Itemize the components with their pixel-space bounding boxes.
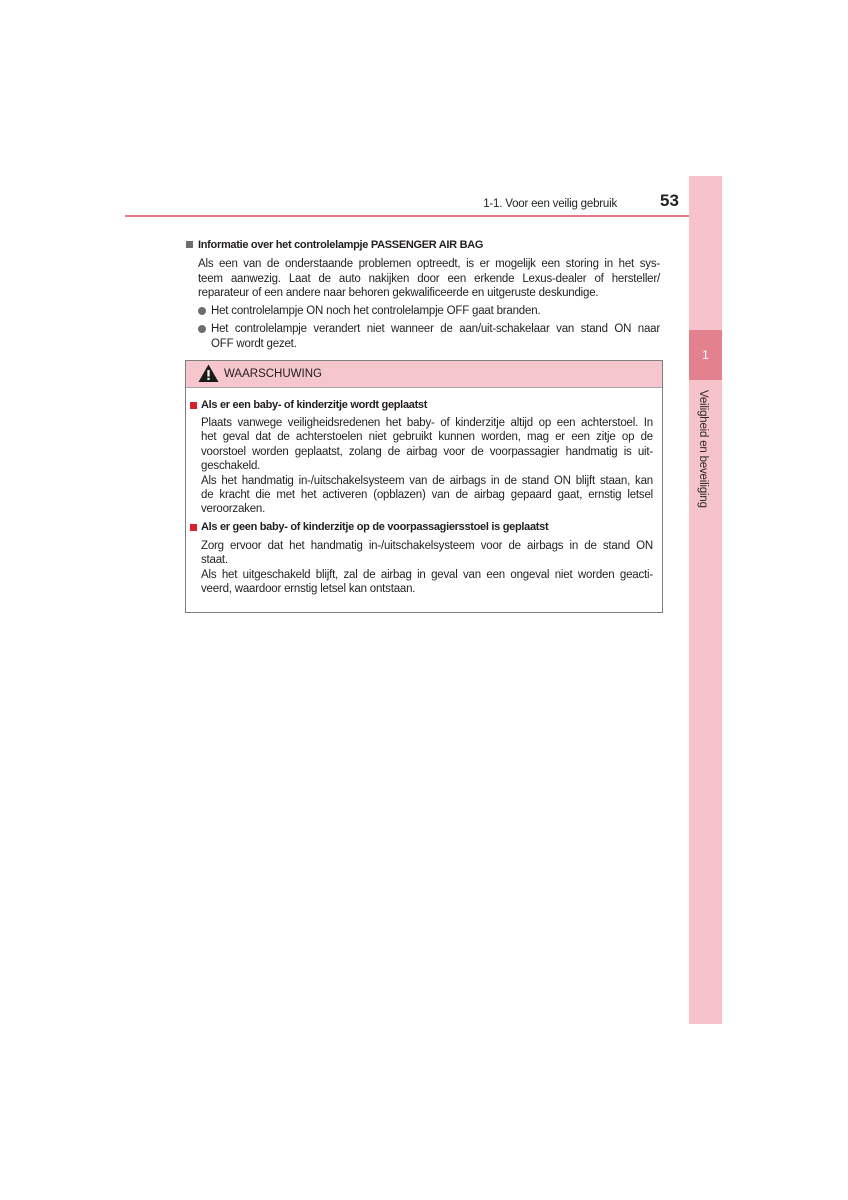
warning-text-line: het geval dat de achterstoelen niet gebruikt kunnen worden, mag er een zitje op de — [201, 431, 653, 444]
chapter-title: Veiligheid en beveiliging — [697, 390, 709, 508]
bullet-line: OFF wordt gezet. — [211, 337, 297, 350]
warning-text-line: Als het handmatig in-/uitschakelsysteem van de airbags in de stand ON blijft staan, kan — [201, 474, 653, 487]
section-title: 1-1. Voor een veilig gebruik — [483, 198, 617, 210]
warning-box — [185, 360, 663, 613]
bullet-line: Het controlelampje verandert niet wanneer de aan/uit-schakelaar van stand ON naar — [211, 323, 660, 335]
warning-text-line: Plaats vanwege veiligheidsredenen het baby- of kinderzitje altijd op een achterstoel. In — [201, 417, 653, 429]
paragraph-line: teem aanwezig. Laat de auto nakijken door een erkende Lexus-dealer of hersteller/ — [198, 272, 660, 285]
warning-text-line: voorstoel worden geplaatst, zolang de airbag voor de voorpassagier handmatig is uit- — [201, 445, 653, 458]
paragraph-line: Als een van de onderstaande problemen optreedt, is er mogelijk een storing in het sys- — [198, 258, 660, 270]
paragraph-line: reparateur of een andere naar behoren gekwalificeerde en uitgeruste deskundige. — [198, 287, 599, 299]
warning-item-text — [201, 416, 653, 517]
warning-item-heading: Als er een baby- of kinderzitje wordt geplaatst — [201, 399, 428, 411]
info-paragraph — [198, 257, 660, 301]
bullet-item — [211, 304, 660, 319]
circle-bullet-icon — [198, 325, 206, 333]
chapter-side-tab — [689, 176, 722, 1024]
header-rule — [125, 215, 722, 217]
warning-text-line: Zorg ervoor dat het handmatig in-/uitschakelsysteem voor de airbags in de stand ON — [201, 540, 653, 552]
chapter-number: 1 — [689, 330, 722, 380]
bullet-item — [211, 322, 660, 351]
warning-text-line: geschakeld. — [201, 460, 261, 473]
red-square-bullet-icon — [190, 402, 197, 409]
warning-text-line: Als het uitgeschakeld blijft, zal de airbag in geval van een ongeval niet worden geacti- — [201, 568, 653, 581]
red-square-bullet-icon — [190, 524, 197, 531]
bullet-line: Het controlelampje ON noch het controlelampje OFF gaat branden. — [211, 305, 541, 317]
warning-title: WAARSCHUWING — [224, 368, 322, 380]
warning-text-line: veroorzaken. — [201, 503, 266, 516]
info-heading: Informatie over het controlelampje PASSENGER AIR BAG — [198, 239, 484, 251]
warning-item-heading: Als er geen baby- of kinderzitje op de voorpassagiersstoel is geplaatst — [201, 521, 549, 533]
square-bullet-icon — [186, 241, 193, 248]
warning-text-line: staat. — [201, 554, 228, 567]
page-number: 53 — [660, 191, 679, 210]
warning-text-line: de kracht die met het activeren (opblazen) van de airbag gepaard gaat, ernstig letsel — [201, 489, 653, 502]
warning-triangle-icon — [198, 364, 219, 383]
circle-bullet-icon — [198, 307, 206, 315]
warning-item-text — [201, 539, 653, 597]
warning-text-line: veerd, waardoor ernstig letsel kan ontstaan. — [201, 583, 416, 596]
